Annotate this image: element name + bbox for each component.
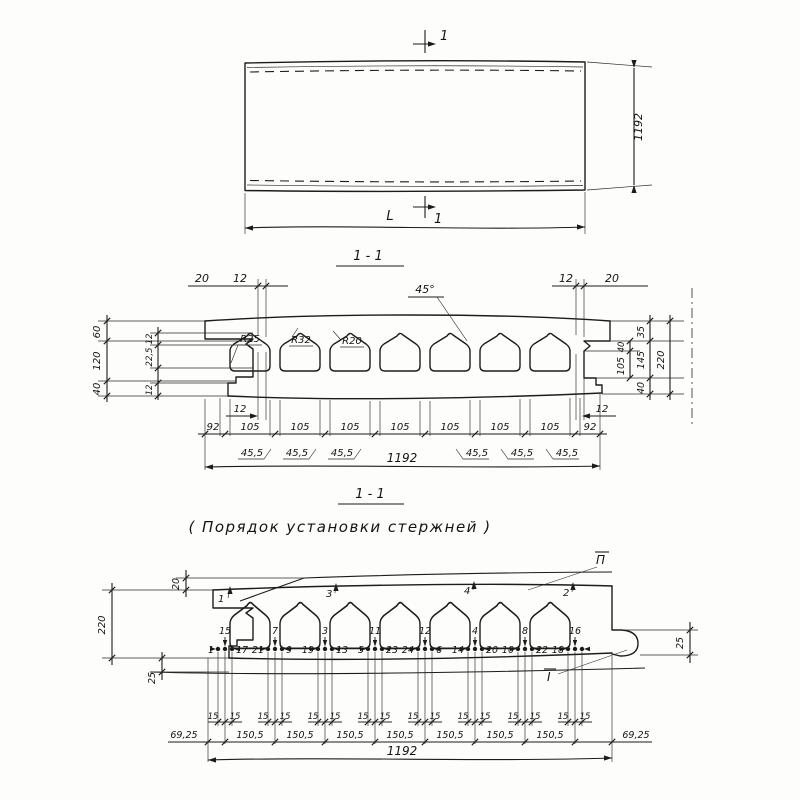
dim-25-right: 25: [675, 636, 686, 650]
length-label: L: [386, 209, 394, 224]
dim-15: 15: [529, 712, 541, 722]
dim-15: 15: [579, 712, 591, 722]
dim-105: 105: [540, 422, 560, 433]
dim-45-5: 45,5: [285, 448, 309, 459]
plan-width-dimension: [587, 60, 652, 193]
rod-num: 21: [251, 645, 264, 656]
section-view: [92, 249, 692, 470]
section-mark-bottom-label: 1: [434, 212, 443, 227]
section-title: 1 - 1: [353, 249, 383, 264]
plan-width-label: 1192: [632, 113, 645, 141]
dim-25-mesh-bottom: 25: [147, 671, 158, 685]
dim-15: 15: [479, 712, 491, 722]
dim-rib-right: [576, 354, 616, 420]
rod-num: 4: [471, 626, 479, 637]
rod-num: 17: [236, 645, 249, 656]
rod-num: 7: [271, 626, 279, 637]
dim-45-5: 45,5: [510, 448, 534, 459]
rod-num: 12: [418, 626, 432, 637]
dim-40-bottom: 40: [636, 381, 647, 395]
dim-40-left: 40: [92, 382, 103, 396]
dim-150-5: 150,5: [436, 730, 464, 741]
gap-dims-15: [208, 712, 591, 722]
dim-220: 220: [656, 350, 667, 370]
rod-num: 15: [218, 626, 232, 637]
dim-105: 105: [290, 422, 310, 433]
rod-num: 24: [401, 645, 414, 656]
angle-label: 45°: [415, 283, 435, 296]
top-marker-4: 4: [464, 586, 471, 597]
dim-45-5: 45,5: [465, 448, 489, 459]
dim-total-1192: 1192: [386, 451, 418, 465]
dim-60: 60: [92, 325, 103, 339]
dim-15: 15: [407, 712, 419, 722]
dim-12-rib-left: 12: [233, 404, 247, 415]
void: [430, 603, 470, 649]
rod-view-right-dim: [622, 622, 698, 663]
section-mark-top-label: 1: [440, 29, 449, 44]
top-marker-3: 3: [326, 589, 333, 600]
rod-num: 10: [501, 645, 514, 656]
top-view: [245, 29, 652, 234]
dim-150-5: 150,5: [536, 730, 564, 741]
void: [480, 603, 520, 649]
rod-num: 9: [286, 645, 293, 656]
dim-92-l: 92: [206, 422, 220, 433]
dim-40-inner: 40: [617, 341, 627, 353]
section-mark-top: [413, 29, 448, 53]
void: [530, 603, 570, 649]
dim-12-right: 12: [559, 272, 573, 285]
section-bottom-edge: [228, 393, 602, 399]
rod-section-right-end: [612, 586, 638, 656]
rod-num: 16: [568, 626, 582, 637]
dim-12-left: 12: [233, 272, 247, 285]
dim-top-left: [188, 272, 288, 337]
rod-view-subtitle: ( Порядок установки стержней ): [188, 518, 492, 536]
top-mesh-dashed-line: [250, 70, 581, 72]
section-left-end: [205, 321, 253, 396]
mesh-bottom-line: [150, 668, 645, 674]
dim-69-25-l: 69,25: [170, 730, 198, 741]
slab-plan-outline: [245, 61, 585, 192]
top-marker-1: 1: [218, 594, 225, 605]
dim-150-5: 150,5: [286, 730, 314, 741]
dim-105: 105: [490, 422, 510, 433]
dim-150-5: 150,5: [336, 730, 364, 741]
rod-num: 1: [207, 645, 214, 656]
angle-note: [408, 283, 467, 341]
bottom-mesh-dashed-line: [250, 181, 581, 182]
dim-15: 15: [457, 712, 469, 722]
dim-12-inner-bottom: 12: [145, 384, 155, 396]
dim-92-r: 92: [583, 422, 597, 433]
void: [380, 603, 420, 649]
rod-num: 23: [386, 645, 399, 656]
dim-row-45: [205, 448, 600, 470]
dim-150-5: 150,5: [386, 730, 414, 741]
dim-15: 15: [307, 712, 319, 722]
void: [380, 333, 420, 371]
void: [480, 333, 520, 371]
void: [530, 333, 570, 371]
dim-45-5: 45,5: [330, 448, 354, 459]
section-right-end: [584, 321, 610, 393]
void: [280, 603, 320, 649]
rod-num: 20: [486, 645, 499, 656]
dim-20-left: 20: [195, 272, 209, 285]
dim-150-5: 150,5: [236, 730, 264, 741]
dim-row-105: [198, 422, 607, 437]
dim-15: 15: [229, 712, 241, 722]
mesh-label-bottom: I: [547, 670, 551, 684]
rod-num: 22: [536, 645, 549, 656]
dim-22-5: 22,5: [145, 347, 155, 367]
dim-15: 15: [329, 712, 341, 722]
dim-120: 120: [92, 351, 103, 371]
dim-15: 15: [379, 712, 391, 722]
void: [330, 603, 370, 649]
radius-label-1: R25: [240, 334, 260, 345]
top-marker-2: 2: [563, 588, 570, 599]
dim-top-right: [552, 272, 648, 337]
dim-15: 15: [357, 712, 369, 722]
dim-45-5: 45,5: [240, 448, 264, 459]
dim-105: 105: [240, 422, 260, 433]
dim-105: 105: [390, 422, 410, 433]
rod-num: 6: [436, 645, 443, 656]
length-dimension: [245, 192, 585, 234]
dim-15: 15: [207, 712, 219, 722]
rod-num: 14: [451, 645, 464, 656]
mesh-label-top: П: [596, 553, 606, 567]
dim-150-5: 150,5: [486, 730, 514, 741]
rod-num: 13: [336, 645, 349, 656]
rod-num: 19: [301, 645, 314, 656]
dim-145: 145: [636, 350, 647, 370]
rod-num: 5: [357, 645, 364, 656]
rod-view-title: 1 - 1: [355, 487, 385, 502]
radius-label-2: R32: [291, 335, 311, 346]
dim-220-height: 220: [97, 615, 108, 635]
dim-15: 15: [557, 712, 569, 722]
dim-15: 15: [507, 712, 519, 722]
dim-15: 15: [257, 712, 269, 722]
radius-label-3: R20: [342, 336, 362, 347]
dim-105-right: 105: [616, 356, 627, 376]
dim-15: 15: [279, 712, 291, 722]
void: [430, 333, 470, 371]
dim-105: 105: [440, 422, 460, 433]
dim-105: 105: [340, 422, 360, 433]
dim-rib-left: [226, 352, 266, 420]
dim-total-1192-bottom: 1192: [386, 744, 418, 758]
dim-15: 15: [429, 712, 441, 722]
dim-35: 35: [636, 325, 647, 339]
dim-12-rib-right: 12: [595, 404, 609, 415]
section-mark-bottom: [413, 196, 442, 227]
rod-view: [97, 487, 698, 763]
rod-num: 18: [551, 645, 564, 656]
dim-69-25-r: 69,25: [622, 730, 650, 741]
dim-12-inner-top: 12: [145, 333, 155, 345]
dim-chain-left: [92, 315, 253, 402]
overall-dim: [208, 744, 612, 763]
rod-num: 8: [521, 626, 529, 637]
rod-num: 11: [368, 626, 382, 637]
dim-20-right: 20: [605, 272, 619, 285]
dim-20-mesh: 20: [171, 577, 182, 591]
dim-45-5: 45,5: [555, 448, 579, 459]
rod-num: 3: [321, 626, 329, 637]
